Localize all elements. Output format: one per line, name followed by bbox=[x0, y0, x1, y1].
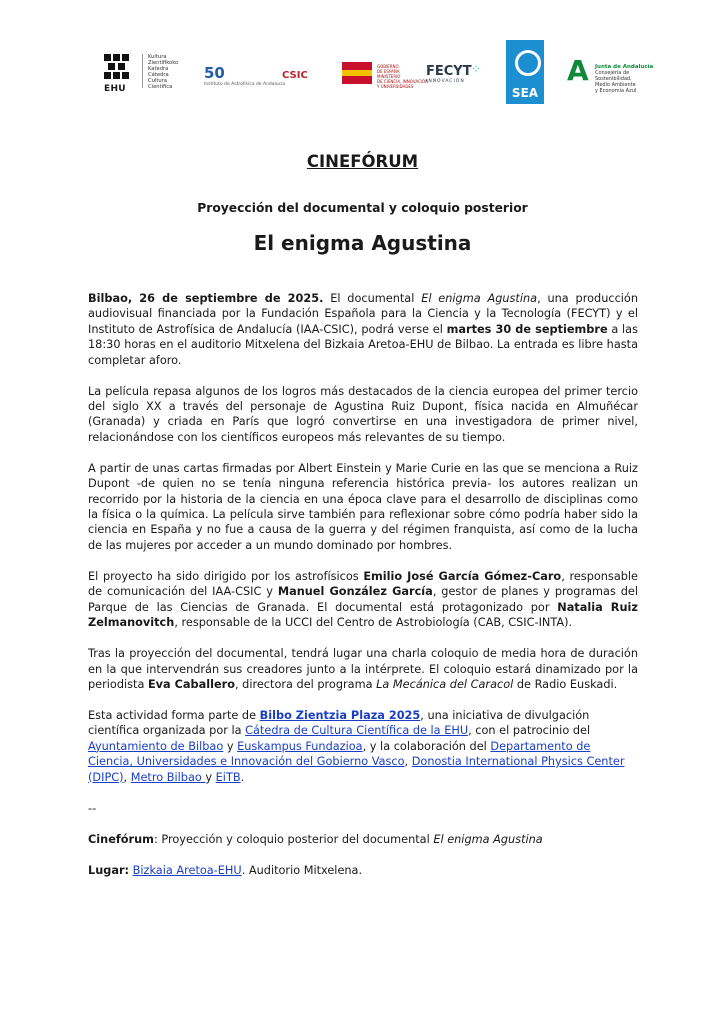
page-title: CINEFÓRUM bbox=[306, 152, 419, 171]
csic-logo: CSIC bbox=[282, 70, 308, 81]
link-catedra-cultura-cientifica[interactable]: Cátedra de Cultura Científica de la EHU bbox=[245, 724, 469, 738]
sea-logo: SEA bbox=[506, 40, 544, 104]
ehu-caption: EHU bbox=[104, 84, 126, 94]
footer-lugar: Lugar: Bizkaia Aretoa-EHU. Auditorio Mitxelena. bbox=[88, 863, 363, 877]
ehu-logo bbox=[104, 54, 130, 82]
fecyt-logo: FECYT INNOVACIÓN bbox=[426, 64, 472, 84]
link-bilbo-zientzia-plaza[interactable]: Bilbo Zientzia Plaza 2025 bbox=[259, 708, 421, 722]
paragraph-intro: Bilbao, 26 de septiembre de 2025. El documental El enigma Agustina, una producción audiovisual financiada por la Fundación Española para la Ciencia y la Tecnología (FECYT) y el Instituto de Astrofísica de Andalucía (IAA-CSIC), podrá verse el martes 30 de septiembre a las 18:30 horas en el auditorio Mitxelena del Bizkaia Aretoa-EHU de Bilbao. La entrada es libre hasta completar aforo. bbox=[88, 292, 638, 367]
sea-ring-icon bbox=[515, 50, 541, 76]
paragraph-coloquio: Tras la proyección del documental, tendrá lugar una charla coloquio de media hora de duración en la que intervendrán sus creadores junto a la intérprete. El coloquio estará dinamizado por la periodista Eva Caballero, directora del programa La Mecánica del Caracol de Radio Euskadi. bbox=[88, 647, 638, 691]
paragraph-film-summary: La película repasa algunos de los logros más destacados de la ciencia europea del primer tercio del siglo XX a través del personaje de Agustina Ruiz Dupont, física nacida en Almuñécar (Granada) y criada en París que logró convertirse en una investigadora de primer nivel, relacionándose con los científicos europeos más relevantes de su tiempo. bbox=[88, 384, 638, 444]
link-eitb[interactable]: EiTB bbox=[215, 770, 241, 784]
link-ayuntamiento-bilbao[interactable]: Ayuntamiento de Bilbao bbox=[88, 739, 224, 753]
logo-strip bbox=[104, 40, 664, 110]
iaa-logo: 50 Instituto de Astrofísica de Andalucía bbox=[204, 64, 286, 87]
logo-divider bbox=[142, 54, 143, 88]
junta-andalucia-text: Junta de Andalucía Consejería de Sostenibilidad, Medio Ambiente y Economía Azul bbox=[595, 64, 654, 94]
link-metro-bilbao[interactable]: Metro Bilbao bbox=[130, 770, 206, 784]
ministerio-text: GOBIERNO DE ESPAÑA MINISTERIO DE CIENCIA, INNOVACIÓN Y UNIVERSIDADES bbox=[377, 64, 429, 89]
link-bizkaia-aretoa[interactable]: Bizkaia Aretoa-EHU bbox=[132, 863, 242, 877]
paragraph-letters: A partir de unas cartas firmadas por Albert Einstein y Marie Curie en las que se menciona a Ruiz Dupont -de quien no se tenía ninguna referencia histórica previa- los autores realizan un recorrido por la historia de la ciencia en una época clave para el desarrollo de disciplinas como la física o la química. La película sirve también para reflexionar sobre cómo podría haber sido la ciencia en España y no fue a causa de la guerra y del régimen franquista, así como de la lucha de las mujeres por acceder a un mundo dominado por hombres. bbox=[88, 461, 638, 552]
gobierno-espana-flag-stripe bbox=[342, 70, 372, 76]
junta-andalucia-logo: A bbox=[567, 54, 589, 87]
ehu-catedra-text: Kultura Zientifikoko Katedra Cátedra Cultura Científica bbox=[148, 54, 179, 90]
press-release-body bbox=[88, 291, 638, 894]
link-euskampus[interactable]: Euskampus Fundazioa bbox=[237, 739, 363, 753]
footer-cineforum: Cinefórum: Proyección y coloquio posterior del documental El enigma Agustina bbox=[88, 832, 543, 846]
fecyt-dots-icon: ⁘ bbox=[471, 62, 482, 76]
separator: -- bbox=[88, 801, 97, 815]
link-dipc[interactable]: Donostia International Physics Center (DIPC) bbox=[88, 755, 625, 784]
paragraph-credits: El proyecto ha sido dirigido por los astrofísicos Emilio José García Gómez-Caro, responsable de comunicación del IAA-CSIC y Manuel González García, gestor de planes y programas del Parque de las Ciencias de Granada. El documental está protagonizado por Natalia Ruiz Zelmanovitch, responsable de la UCCI del Centro de Astrobiología (CAB, CSIC-INTA). bbox=[88, 569, 639, 630]
page-subtitle: Proyección del documental y coloquio posterior bbox=[197, 201, 528, 215]
paragraph-organizers: Esta actividad forma parte de Bilbo Zientzia Plaza 2025, una iniciativa de divulgación científica organizada por la Cátedra de Cultura Científica de la EHU, con el patrocinio del Ayuntamiento de Bilbao y Euskampus Fundazioa, y la colaboración del Departamento de Ciencia, Universidades e Innovación del Gobierno Vasco, Donostia International Physics Center (DIPC), Metro Bilbao y EiTB. bbox=[88, 708, 625, 784]
film-title: El enigma Agustina bbox=[253, 231, 472, 255]
link-departamento-gobierno-vasco[interactable]: Departamento de Ciencia, Universidades e Innovación del Gobierno Vasco bbox=[88, 739, 591, 769]
